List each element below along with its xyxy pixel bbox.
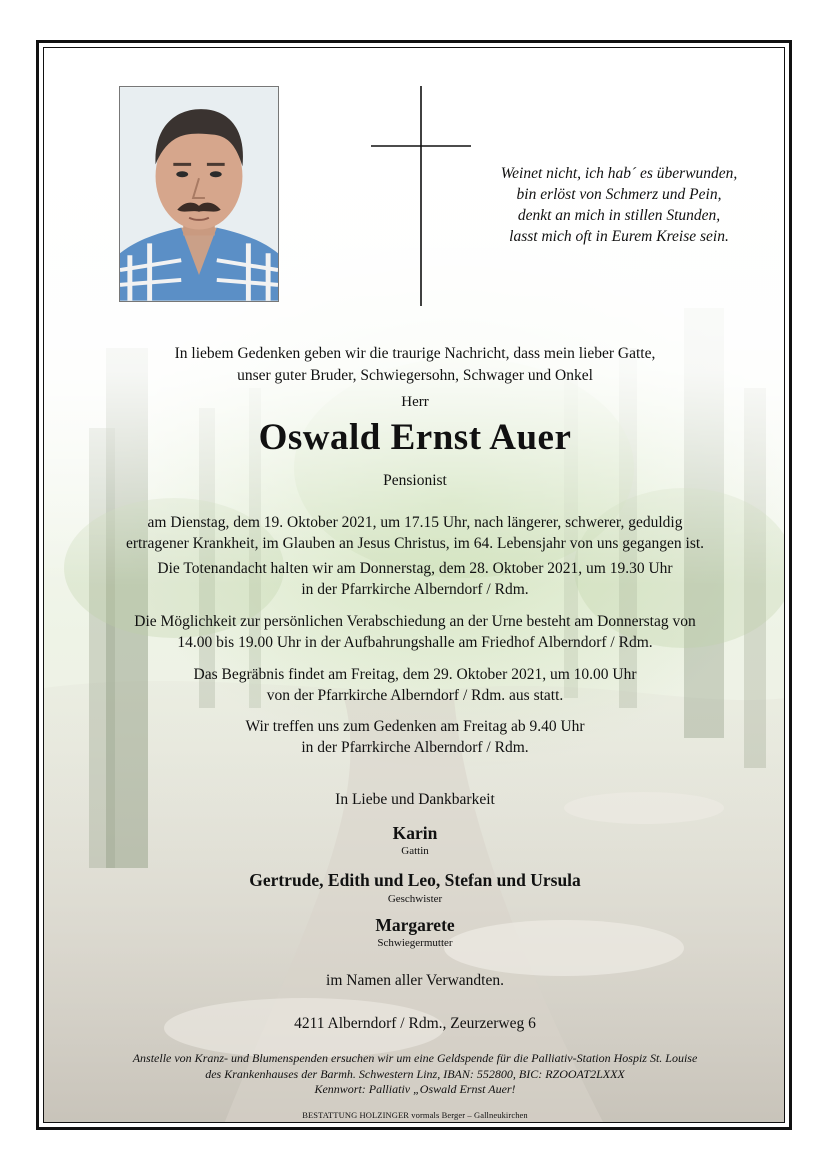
paragraph-line: in der Pfarrkirche Alberndorf / Rdm.: [301, 581, 529, 598]
cross-icon: [371, 86, 471, 306]
closing-phrase: In Liebe und Dankbarkeit: [335, 791, 495, 808]
paragraph-line: von der Pfarrkirche Alberndorf / Rdm. aus statt.: [266, 687, 564, 704]
funeral-home-credit: BESTATTUNG HOLZINGER vormals Berger – Gallneukirchen: [302, 1110, 528, 1120]
memorial-poem: [474, 163, 764, 247]
obituary-card: [43, 47, 785, 1123]
poem-line: denkt an mich in stillen Stunden,: [517, 207, 721, 224]
paragraph-line: am Dienstag, dem 19. Oktober 2021, um 17.15 Uhr, nach längerer, schwerer, geduldig: [147, 514, 683, 531]
donation-request: [44, 1051, 785, 1098]
paragraph-line: ertragener Krankheit, im Glauben an Jesus Christus, im 64. Lebensjahr von uns gegangen ist.: [125, 535, 705, 552]
paragraph-line: 14.00 bis 19.00 Uhr in der Aufbahrungshalle am Friedhof Alberndorf / Rdm.: [177, 634, 653, 651]
memorial-gathering-paragraph: [44, 716, 785, 758]
intro-line: unser guter Bruder, Schwiegersohn, Schwager und Onkel: [237, 367, 593, 384]
paragraph-line: Die Totenandacht halten wir am Donnerstag, dem 28. Oktober 2021, um 19.30 Uhr: [157, 560, 673, 577]
family-address: 4211 Alberndorf / Rdm., Zeurzerweg 6: [294, 1015, 536, 1032]
deceased-name: Oswald Ernst Auer: [258, 417, 572, 458]
mourner-name: Gertrude, Edith und Leo, Stefan und Ursula: [249, 870, 581, 890]
paragraph-line: Die Möglichkeit zur persönlichen Verabschiedung an der Urne besteht am Donnerstag von: [134, 613, 696, 630]
mourner-relation: Geschwister: [387, 893, 443, 905]
mourner-name: Karin: [392, 823, 438, 843]
portrait-photo: [119, 86, 279, 302]
poem-line: lasst mich oft in Eurem Kreise sein.: [509, 228, 729, 245]
funeral-paragraph: [44, 664, 785, 706]
mourner-name: Margarete: [375, 915, 455, 935]
paragraph-line: Wir treffen uns zum Gedenken am Freitag ab 9.40 Uhr: [245, 718, 585, 735]
farewell-paragraph: [44, 611, 785, 653]
donation-line: Anstelle von Kranz- und Blumenspenden ersuchen wir um eine Geldspende für die Palliativ-Station Hospiz St. Louise: [132, 1051, 698, 1065]
announcement-intro: [44, 343, 785, 387]
paragraph-line: Das Begräbnis findet am Freitag, dem 29. Oktober 2021, um 10.00 Uhr: [193, 666, 637, 683]
vigil-paragraph: [44, 558, 785, 600]
occupation: Pensionist: [383, 472, 447, 489]
death-notice-paragraph: [44, 512, 785, 554]
salutation: Herr: [401, 394, 429, 410]
mourner-relation: Gattin: [401, 845, 429, 857]
poem-line: Weinet nicht, ich hab´ es überwunden,: [500, 165, 738, 182]
relatives-note: im Namen aller Verwandten.: [326, 972, 504, 989]
paragraph-line: in der Pfarrkirche Alberndorf / Rdm.: [301, 739, 529, 756]
donation-line: Kennwort: Palliativ „Oswald Ernst Auer!: [314, 1082, 516, 1096]
donation-line: des Krankenhauses der Barmh. Schwestern Linz, IBAN: 552800, BIC: RZOOAT2LXXX: [205, 1066, 625, 1081]
mourner-relation: Schwiegermutter: [377, 937, 453, 949]
intro-line: In liebem Gedenken geben wir die traurige Nachricht, dass mein lieber Gatte,: [174, 345, 656, 362]
poem-line: bin erlöst von Schmerz und Pein,: [516, 186, 722, 203]
